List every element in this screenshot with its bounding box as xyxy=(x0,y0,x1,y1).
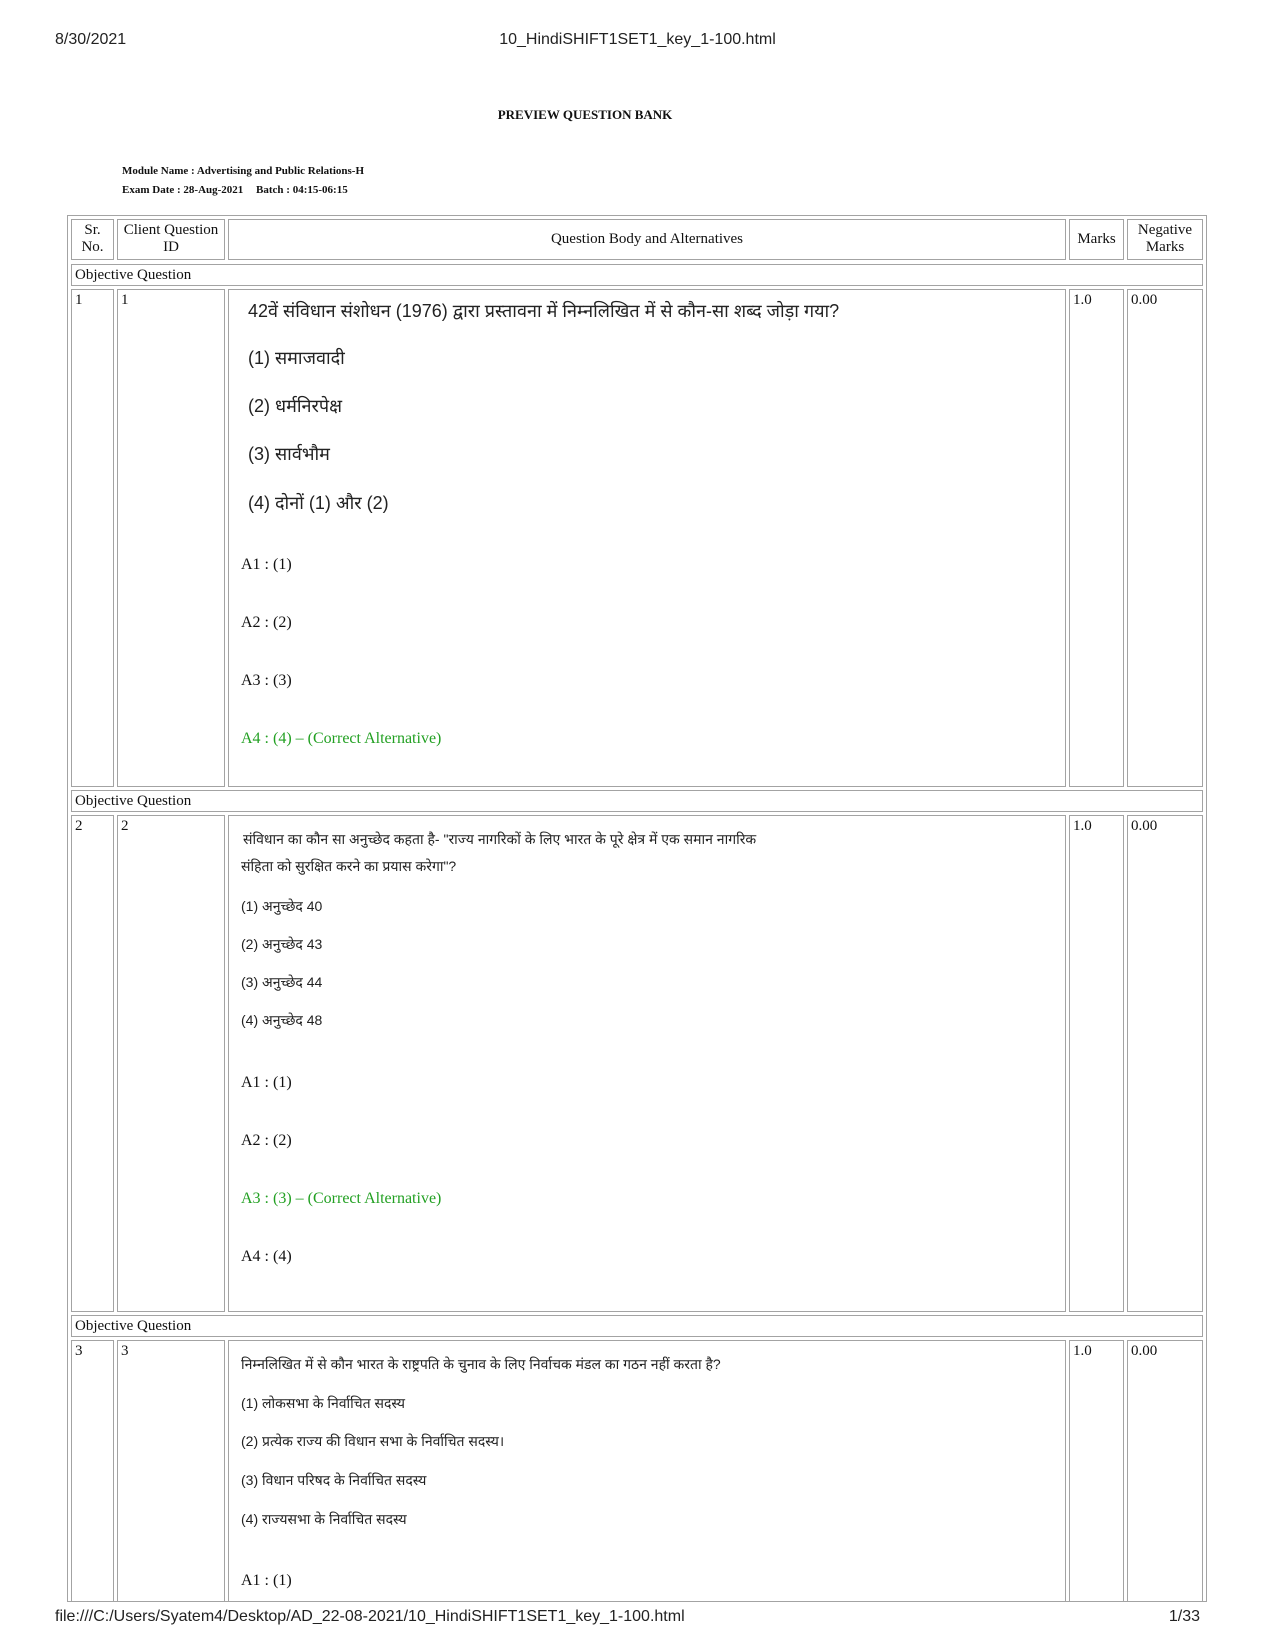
option-1: (1) समाजवादी xyxy=(248,348,345,368)
option-2: (2) धर्मनिरपेक्ष xyxy=(248,396,342,416)
page-title: PREVIEW QUESTION BANK xyxy=(497,107,673,122)
question-body-cell xyxy=(228,289,1066,787)
option-1: (1) लोकसभा के निर्वाचित सदस्य xyxy=(241,1395,405,1411)
option-1: (1) अनुच्छेद 40 xyxy=(241,898,323,914)
print-document-title: 10_HindiSHIFT1SET1_key_1-100.html xyxy=(499,31,776,48)
question-body-cell xyxy=(228,1340,1066,1602)
option-4: (4) अनुच्छेद 48 xyxy=(241,1012,323,1028)
client-question-id-cell: 1 xyxy=(117,289,225,787)
alternative-2: A2 : (2) xyxy=(241,1132,292,1149)
section-label: Objective Question xyxy=(71,264,1203,286)
alternative-4-correct: A4 : (4) – (Correct Alternative) xyxy=(241,730,442,747)
alternative-4: A4 : (4) xyxy=(241,1248,292,1265)
question-text: 42वें संविधान संशोधन (1976) द्वारा प्रस्तावना में निम्नलिखित में से कौन-सा शब्द जोड़ा गया? xyxy=(248,301,840,321)
negative-marks-cell: 0.00 xyxy=(1127,1340,1203,1602)
option-4: (4) दोनों (1) और (2) xyxy=(248,493,389,513)
marks-cell: 1.0 xyxy=(1069,289,1124,787)
header-negative-marks: Negative Marks xyxy=(1127,219,1203,260)
print-page-number: 1/33 xyxy=(1168,1608,1200,1625)
header-marks: Marks xyxy=(1069,219,1124,260)
question-text: संविधान का कौन सा अनुच्छेद कहता है- "राज्य नागरिकों के लिए भारत के पूरे क्षेत्र में एक समान नागरिक xyxy=(243,831,757,847)
alternative-2: A2 : (2) xyxy=(241,614,292,631)
exam-date: Exam Date : 28-Aug-2021 xyxy=(122,184,244,196)
module-name: Module Name : Advertising and Public Relations-H xyxy=(122,165,365,177)
question-text: निम्नलिखित में से कौन भारत के राष्ट्रपति के चुनाव के लिए निर्वाचक मंडल का गठन नहीं करता है? xyxy=(241,1356,721,1372)
alternative-3: A3 : (3) xyxy=(241,672,292,689)
question-text-continued: संहिता को सुरक्षित करने का प्रयास करेगा"? xyxy=(241,858,457,874)
option-2: (2) अनुच्छेद 43 xyxy=(241,936,323,952)
alternative-1: A1 : (1) xyxy=(241,1572,292,1589)
marks-cell: 1.0 xyxy=(1069,815,1124,1312)
alternative-3-correct: A3 : (3) – (Correct Alternative) xyxy=(241,1190,442,1207)
batch: Batch : 04:15-06:15 xyxy=(256,184,348,196)
client-question-id-cell: 3 xyxy=(117,1340,225,1602)
exam-info xyxy=(122,184,358,196)
alternative-1: A1 : (1) xyxy=(241,556,292,573)
alternative-1: A1 : (1) xyxy=(241,1074,292,1091)
sr-no-cell: 2 xyxy=(71,815,114,1312)
header-question-body: Question Body and Alternatives xyxy=(228,219,1066,260)
header-client-question-id: Client Question ID xyxy=(117,219,225,260)
question-body-cell xyxy=(228,815,1066,1312)
option-3: (3) विधान परिषद के निर्वाचित सदस्य xyxy=(241,1472,427,1488)
sr-no-cell: 3 xyxy=(71,1340,114,1602)
header-sr-no: Sr. No. xyxy=(71,219,114,260)
negative-marks-cell: 0.00 xyxy=(1127,815,1203,1312)
option-3: (3) सार्वभौम xyxy=(248,444,330,464)
option-4: (4) राज्यसभा के निर्वाचित सदस्य xyxy=(241,1511,407,1527)
client-question-id-cell: 2 xyxy=(117,815,225,1312)
print-date: 8/30/2021 xyxy=(55,31,127,48)
option-3: (3) अनुच्छेद 44 xyxy=(241,974,323,990)
negative-marks-cell: 0.00 xyxy=(1127,289,1203,787)
marks-cell: 1.0 xyxy=(1069,1340,1124,1602)
print-file-path: file:///C:/Users/Syatem4/Desktop/AD_22-08-2021/10_HindiSHIFT1SET1_key_1-100.html xyxy=(55,1608,685,1625)
option-2: (2) प्रत्येक राज्य की विधान सभा के निर्वाचित सदस्य। xyxy=(241,1433,505,1449)
sr-no-cell: 1 xyxy=(71,289,114,787)
section-label: Objective Question xyxy=(71,790,1203,812)
section-label: Objective Question xyxy=(71,1315,1203,1337)
